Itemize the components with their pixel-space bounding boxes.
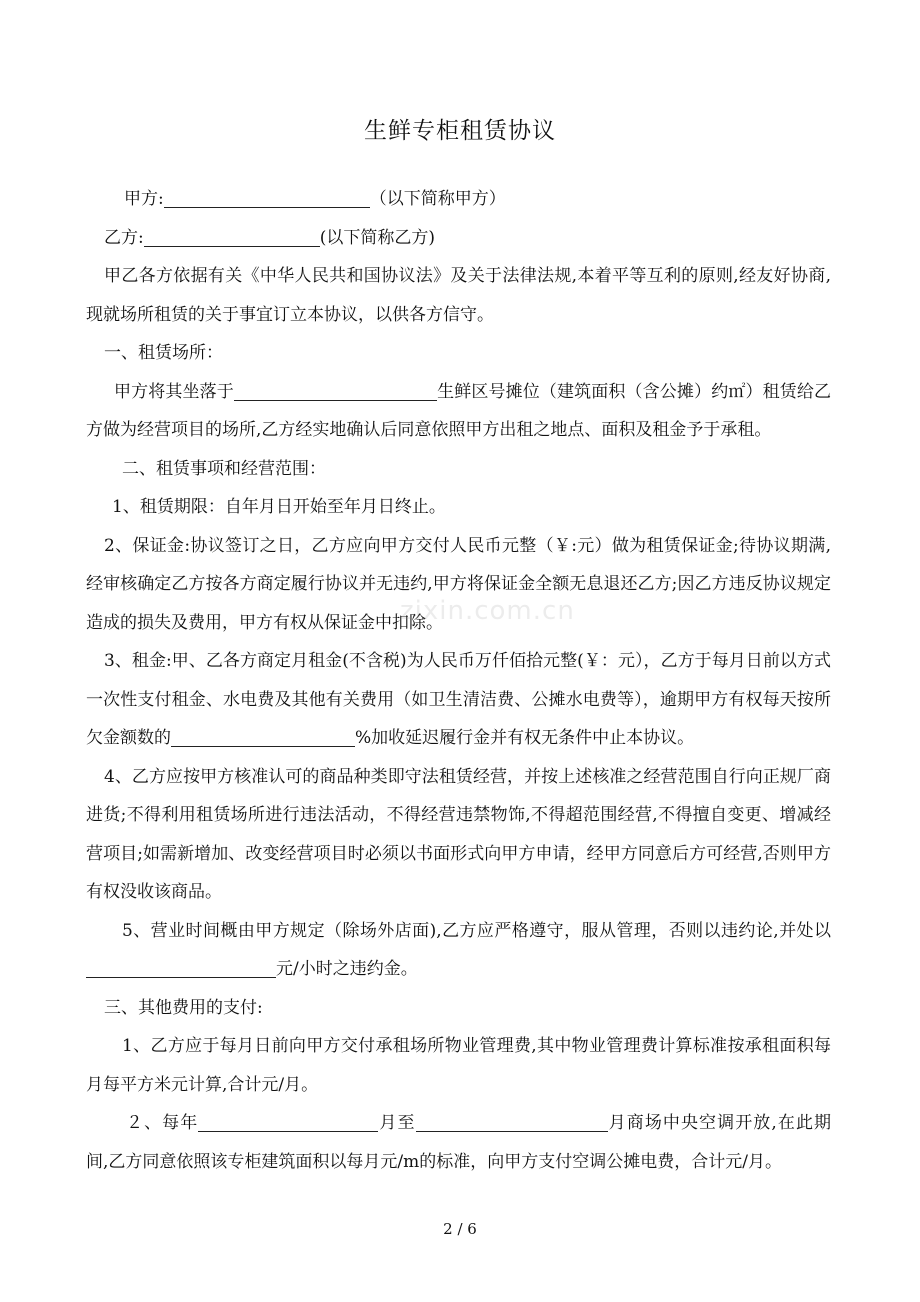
late-fee-blank (171, 724, 355, 747)
section-1-paragraph: 甲方将其坐落于 生鲜区号摊位（建筑面积（含公摊）约㎡）租赁给乙方做为经营项目的场所,乙方经实地确认后同意依照甲方出租之地点、面积及租金予于承租。 (86, 373, 831, 450)
ac-end-month-blank (416, 1109, 608, 1132)
party-b-line: 乙方: (以下简称乙方) (86, 219, 831, 258)
lease-term-item: 1、租赁期限：自年月日开始至年月日终止。 (112, 497, 446, 517)
business-scope-item: 4、乙方应按甲方核准认可的商品种类即守法租赁经营，并按上述核准之经营范围自行向正规厂商进货;不得利用租赁场所进行违法活动，不得经营违禁物饰,不得超范围经营,不得擅自变更、增减经营项目;如需新增加、改变经营项目时必须以书面形式向甲方申请，经甲方同意后方可经营,否则甲方有权没收该商品。 (86, 766, 831, 902)
page-number: 2 / 6 (443, 1220, 477, 1238)
section-2-heading: 二、租赁事项和经营范围： (122, 458, 326, 479)
section-1-heading: 一、租赁场所： (104, 343, 223, 363)
party-a-line: 甲方: （以下简称甲方） (86, 180, 831, 219)
ac-start-month-blank (198, 1109, 378, 1132)
document-title: 生鲜专柜租赁协议 (364, 118, 556, 144)
ac-fee-item: ２、每年 月至 月商场中央空调开放,在此期间,乙方同意依照该专柜建筑面积以每月元/m的标准，向甲方支付空调公摊电费，合计元/月。 (86, 1104, 831, 1181)
property-fee-item: 1、乙方应于每月日前向甲方交付承租场所物业管理费,其中物业管理费计算标准按承租面积每月每平方米元计算,合计元/月。 (86, 1036, 831, 1095)
document-body (86, 180, 831, 1181)
party-a-blank (164, 185, 370, 208)
section-3-heading: 三、其他费用的支付: (104, 997, 263, 1018)
rent-item: 3、租金:甲、乙各方商定月租金(不含税)为人民币万仟佰拾元整(￥：元），乙方于每月日前以方式一次性支付租金、水电费及其他有关费用（如卫生清洁费、公摊水电费等），逾期甲方有权每天按所欠金额数的 %加收延迟履行金并有权无条件中止本协议。 (86, 651, 831, 748)
location-blank (234, 378, 437, 401)
preamble-paragraph: 甲乙各方依据有关《中华人民共和国协议法》及关于法律法规,本着平等互利的原则,经友好协商,现就场所租赁的关于事宜订立本协议，以供各方信守。 (86, 266, 831, 325)
penalty-blank (86, 955, 276, 978)
party-b-blank (144, 224, 320, 247)
deposit-item: 2、保证金:协议签订之日，乙方应向甲方交付人民币元整（￥:元）做为租赁保证金;待协议期满,经审核确定乙方按各方商定履行协议并无违约,甲方将保证金全额无息退还乙方;因乙方违反协议规定造成的损失及费用，甲方有权从保证金中扣除。 (86, 535, 831, 633)
watermark: zixin.com.cn (400, 596, 575, 626)
business-hours-item: 5、营业时间概由甲方规定（除场外店面),乙方应严格遵守，服从管理，否则以违约论,并处以元/小时之违约金。 (86, 912, 831, 989)
